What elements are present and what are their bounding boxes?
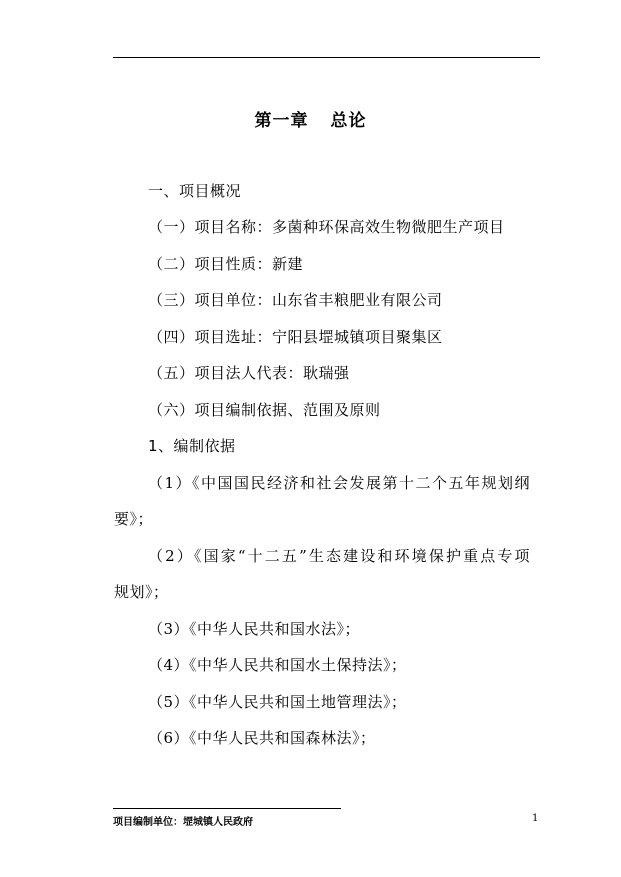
header-rule (113, 57, 540, 58)
item-project-nature: （二）项目性质：新建 (148, 255, 304, 273)
basis-item-1: （1）《中国国民经济和社会发展第十二个五年规划纲 (148, 474, 530, 492)
item-project-site: （四）项目选址：宁阳县堽城镇项目聚集区 (148, 328, 443, 346)
basis-item-6: （6）《中华人民共和国森林法》； (148, 729, 376, 747)
chapter-title (0, 106, 621, 131)
subsection-heading: 1、编制依据 (148, 437, 236, 455)
item-project-name: （一）项目名称：多菌种环保高效生物微肥生产项目 (148, 218, 505, 236)
page-number: 1 (532, 813, 539, 824)
chapter-number: 第一章 (254, 111, 309, 131)
chapter-name: 总论 (330, 111, 367, 131)
section-heading: 一、项目概况 (148, 182, 242, 200)
basis-item-1-cont: 要》； (114, 510, 154, 528)
basis-item-2-cont: 规划》； (114, 583, 169, 601)
item-compilation-basis: （六）项目编制依据、范围及原则 (148, 401, 381, 419)
footer-rule (113, 808, 341, 809)
footer-unit: 项目编制单位：堽城镇人民政府 (113, 817, 253, 828)
basis-item-2: （2）《国家“十二五”生态建设和环境保护重点专项 (148, 547, 530, 565)
basis-item-5: （5）《中华人民共和国土地管理法》； (148, 693, 407, 711)
basis-item-3: （3）《中华人民共和国水法》； (148, 620, 361, 638)
item-project-unit: （三）项目单位：山东省丰粮肥业有限公司 (148, 291, 443, 309)
basis-item-4: （4）《中华人民共和国水土保持法》； (148, 656, 407, 674)
item-legal-representative: （五）项目法人代表：耿瑞强 (148, 364, 350, 382)
